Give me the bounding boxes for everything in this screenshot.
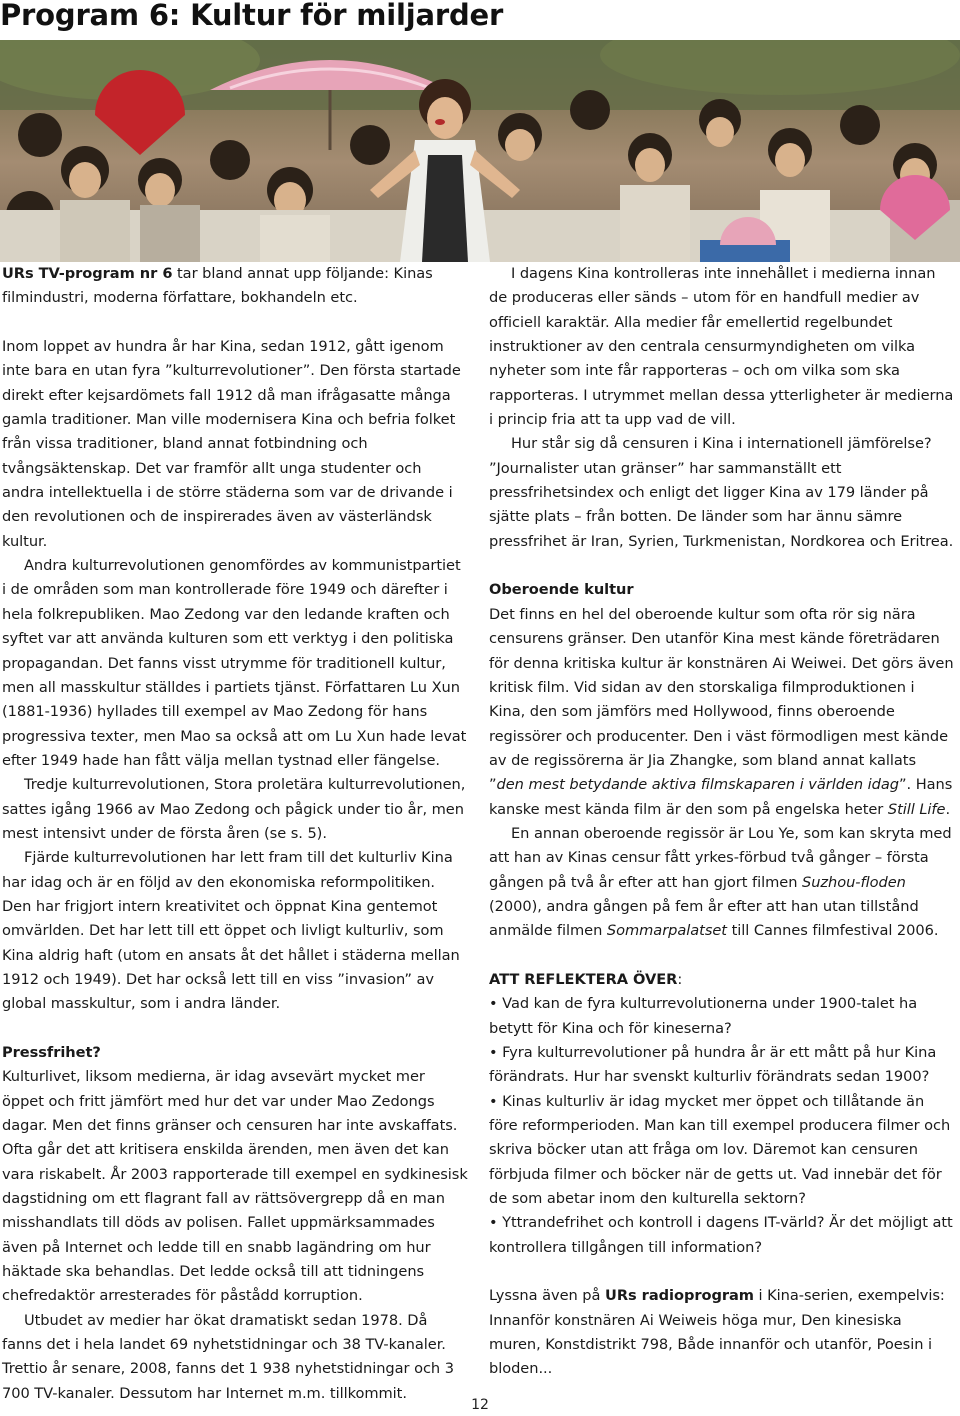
intro-text: tar bland annat upp följande: Kinas filmindustri, moderna författare, bokhandeln etc. [2,265,433,307]
page-number: 12 [471,1397,489,1413]
paragraph-independent-culture: Det finns en hel del oberoende kultur som ofta rör sig nära censurens gränser. Den utanför Kina mest kände företrädaren för denna kritiska kultur är konstnären Ai Weiwei. Det görs även kritisk film. Vid sidan av den storskaliga filmproduktionen i Kina, den som jämförs med Hollywood, finns oberoende regissörer och producenter. Den i väst förmodligen mest kände av de regissörerna är Jia Zhangke, som bland annat kallats ”den mest betydande aktiva filmskaparen i världen idag”. Hans kanske mest kända film är den som på engelska heter Still Life. [489,605,954,818]
radio-program-label: URs radioprogram [605,1287,754,1305]
film-title-suzhou: Suzhou-floden [802,873,906,891]
right-column [489,262,955,1382]
crowd-photo-illustration [0,40,960,262]
paragraph-lou-ye: En annan oberoende regissör är Lou Ye, som kan skryta med att han av Kinas censur fått yrkes-förbud två gånger – första gången på två år efter att han gjort filmen Suzhou-floden (2000), andra gången på fem år efter att han utan tillstånd anmälde filmen Sommarpalatset till Cannes filmfestival 2006. [489,824,952,940]
page-title: Program 6: Kultur för miljarder [0,0,504,32]
paragraph-media-growth: Utbudet av medier har ökat dramatiskt sedan 1978. Då fanns det i hela landet 69 nyhetstidningar och 38 TV-kanaler. Trettio år senare, 2008, fanns det 1 938 nyhetstidningar och 3 700 TV-kanaler. Dessutom har Internet m.m. tillkommit. [2,1311,454,1402]
paragraph-four-revolutions: Inom loppet av hundra år har Kina, sedan 1912, gått igenom inte bara en utan fyra ”kulturrevolutioner”. Den första startade direkt efter kejsardömets fall 1912 då man ifrågasatte många gamla traditioner. Man ville modernisera Kina och befria folket från vissa traditioner, bland annat fotbindning och tvångsäktenskap. Det var framför allt unga studenter och andra intellektuella i de större städerna som var de drivande i den revolutionen och de inspirerades även av västerländsk kultur. [2,338,461,550]
reflect-bullet: • Kinas kulturliv är idag mycket mer öppet och tillåtande än före reformperioden. Man kan till exempel producera filmer och skriva böcker utan att fråga om lov. Däremot kan censuren förbjuda filmer och böcker när de getts ut. Vad innebär det för de som abetar inom den kulturella sektorn? [489,1092,951,1208]
heading-oberoende-kultur: Oberoende kultur [489,581,634,599]
film-title-still-life: Still Life [887,800,946,818]
intro-program-label: URs TV-program nr 6 [2,265,173,282]
paragraph-censorship-comparison: Hur står sig då censuren i Kina i internationell jämförelse? ”Journalister utan gränser” har sammanställt ett pressfrihetsindex och enligt det ligger Kina av 179 länder på sjätte plats – från botten. De länder som har ännu sämre pressfrihet är Iran, Syrien, Turkmenistan, Nordkorea och Eritrea. [489,435,954,550]
paragraph-press: Kulturlivet, liksom medierna, är idag avsevärt mycket mer öppet och fritt jämfört med hur det var under Mao Zedongs dagar. Men det finns gränser och censuren har inte avskaffats. Ofta går det att kritisera enskilda ärenden, men även det kan vara riskabelt. År 2003 rapporterade till exempel en sydkinesisk dagstidning om ett flagrant fall av rättsövergrepp då en man misshandlats till döds av polisen. Fallet uppmärksammades även på Internet och ledde till en snabb lagändring om hur häktade ska behandlas. Det ledde också till att tidningens chefredaktör arresterades för påstådd korruption. [2,1068,468,1305]
reflect-bullet: • Vad kan de fyra kulturrevolutionerna under 1900-talet ha betytt för Kina och för kineserna? [489,995,918,1037]
left-column [2,262,468,1406]
paragraph-third-revolution: Tredje kulturrevolutionen, Stora proletära kulturrevolutionen, sattes igång 1966 av Mao Zedong och pågick under tio år, men mest intensivt under de första åren (se s. 5). [2,776,466,842]
paragraph-listen: Lyssna även på URs radioprogram i Kina-serien, exempelvis: Innanför konstnären Ai Weiweis höga mur, Den kinesiska muren, Konstdistrikt 798, Både innanför och utanför, Poesin i bloden... [489,1287,945,1378]
paragraph-second-revolution: Andra kulturrevolutionen genomfördes av kommunistpartiet i de områden som man kontrollerade före 1949 och därefter i hela folkrepubliken. Mao Zedong var den ledande kraften och syftet var att använda kulturen som ett verktyg i den politiska propagandan. Det fanns visst utrymme för traditionell kultur, men all masskultur ställdes i partiets tjänst. Författaren Lu Xun (1881-1936) hyllades till exempel av Mao Zedong för hans progressiva texter, men Mao sa också att om Lu Xun hade levat efter 1949 hade han fått välja mellan tystnad eller fängelse. [2,557,467,769]
paragraph-fourth-revolution: Fjärde kulturrevolutionen har lett fram till det kulturliv Kina har idag och är en följd av den ekonomiska reformpolitiken. Den har frigjort intern kreativitet och öppnat Kina gentemot omvärlden. Det har lett till ett öppet och livligt kulturliv, som Kina aldrig haft (utom en ansats åt det hållet i städerna mellan 1912 och 1949). Det har också lett till en viss ”invasion” av global masskultur, som i andra länder. [2,849,460,1013]
heading-pressfrihet: Pressfrihet? [2,1044,101,1061]
film-title-sommarpalatset: Sommarpalatset [606,922,727,940]
reflect-bullet: • Fyra kulturrevolutioner på hundra år är ett mått på hur Kina förändrats. Hur har svenskt kulturliv förändrats sedan 1900? [489,1044,937,1086]
paragraph-media-control: I dagens Kina kontrolleras inte innehållet i medierna innan de produceras eller sänds – utom för en handfull medier av officiell karaktär. Alla medier får emellertid regelbundet instruktioner av den centrala censurmyndigheten om vilka nyheter som inte får rapporteras – och om vilka som ska rapporteras. I utrymmet mellan dessa ytterligheter är medierna i princip fria att ta upp vad de vill. [489,265,954,429]
reflect-bullet: • Yttrandefrihet och kontroll i dagens IT-värld? Är det möjligt att kontrollera tillgången till information? [489,1214,953,1256]
quote-jia-zhangke: den mest betydande aktiva filmskaparen i världen idag [496,776,899,794]
heading-reflektera: ATT REFLEKTERA ÖVER: [489,970,683,988]
intro-paragraph [2,262,468,311]
crowd-photo [0,40,960,262]
